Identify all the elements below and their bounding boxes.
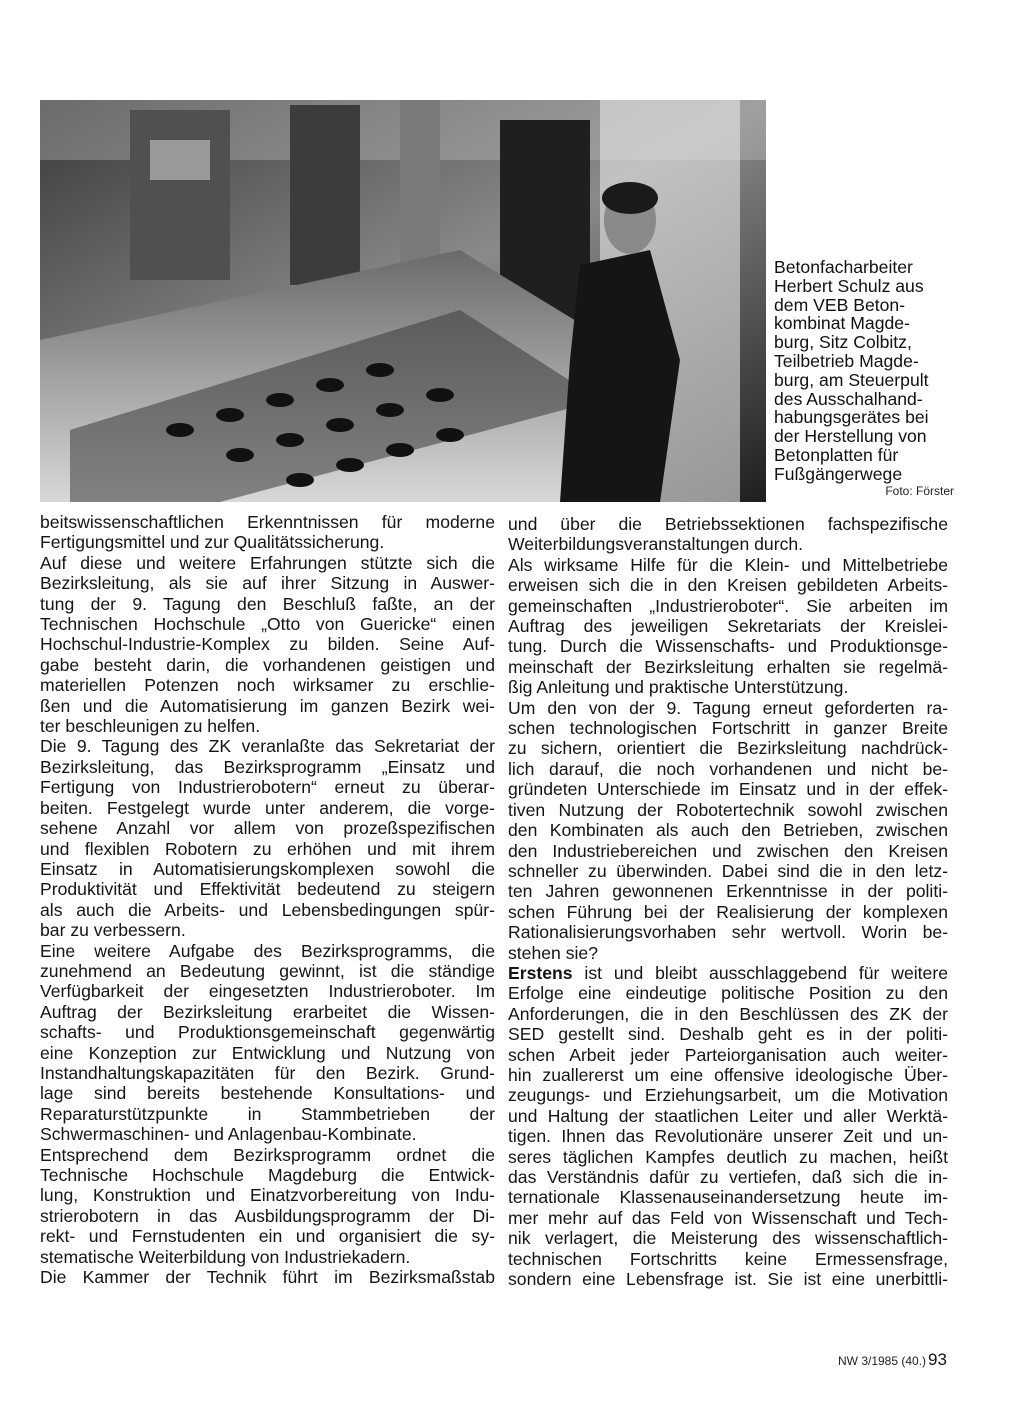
- text-line: schafts- und Produktionsgemeinschaft gegenwärtig: [40, 1022, 495, 1043]
- text-line: strierobotern in das Ausbildungsprogramm der Di-: [40, 1205, 495, 1226]
- text-line: beiten. Festgelegt wurde unter anderem, die vorge-: [40, 797, 495, 818]
- text-line: Eine weitere Aufgabe des Bezirksprogramms, die: [40, 940, 495, 961]
- text-line: hin zuallererst um eine offensive ideologische Über-: [508, 1064, 948, 1085]
- text-line: Hochschul-Industrie-Komplex zu bilden. Seine Auf-: [40, 634, 495, 655]
- text-line: Um den von der 9. Tagung erneut geforderten ra-: [508, 697, 948, 718]
- text-line: Entsprechend dem Bezirksprogramm ordnet die: [40, 1144, 495, 1165]
- text-line: beitswissenschaftlichen Erkenntnissen für moderne: [40, 512, 495, 532]
- text-line: tigen. Ihnen das Revolutionäre unserer Zeit und un-: [508, 1126, 948, 1147]
- text-line: Die 9. Tagung des ZK veranlaßte das Sekretariat der: [40, 736, 495, 757]
- text-line: Instandhaltungskapazitäten für den Bezirk. Grund-: [40, 1062, 495, 1083]
- text-line: Bezirksleitung, als sie auf ihrer Sitzung in Auswer-: [40, 573, 495, 594]
- issue-reference: NW 3/1985 (40.): [838, 1354, 927, 1368]
- text-line: sondern eine Lebensfrage ist. Sie ist eine unerbittli-: [508, 1269, 948, 1290]
- text-line: Auftrag der Bezirksleitung erarbeitet die Wissen-: [40, 1001, 495, 1022]
- lead-rest: ist und bleibt ausschlaggebend für weitere: [572, 962, 948, 983]
- left-column: [40, 512, 495, 1287]
- caption-line: des Ausschalhand-: [774, 388, 923, 409]
- text-line: tiven Nutzung der Robotertechnik sowohl zwischen: [508, 799, 948, 820]
- page-number: 93: [928, 1350, 947, 1369]
- lead-word: Erstens: [508, 962, 573, 983]
- text-line: Technischen Hochschule „Otto von Guericke“ einen: [40, 614, 495, 635]
- photo-caption: [774, 258, 954, 484]
- text-line: Rationalisierungsvorhaben sehr wertvoll. Worin be-: [508, 922, 948, 943]
- text-line: eine Konzeption zur Entwicklung und Nutzung von: [40, 1042, 495, 1063]
- caption-line: Betonplatten für: [774, 444, 899, 465]
- caption-line: Teilbetrieb Magde-: [774, 350, 919, 371]
- text-line: schen technologischen Fortschritt in ganzer Breite: [508, 718, 948, 739]
- text-line: ternationale Klassenauseinandersetzung heute im-: [508, 1187, 948, 1208]
- text-line: schen Führung bei der Realisierung der komplexen: [508, 901, 948, 922]
- text-line: Verfügbarkeit der eingesetzten Industrieroboter. Im: [40, 981, 495, 1002]
- text-line: nik verlagert, die Meisterung des wissenschaftlich-: [508, 1228, 948, 1249]
- text-line: als auch die Arbeits- und Lebensbedingungen spür-: [40, 899, 495, 920]
- right-column: [508, 514, 948, 1289]
- photo-credit: Foto: Förster: [885, 484, 954, 498]
- text-line: Auftrag des jeweiligen Sekretariats der Kreislei-: [508, 616, 948, 637]
- caption-line: kombinat Magde-: [774, 313, 910, 334]
- text-line: gründeten Unterschiede im Einsatz und in der effek-: [508, 779, 948, 800]
- text-line: mer mehr auf das Feld von Wissenschaft und Tech-: [508, 1207, 948, 1228]
- text-line: ten Jahren gewonnenen Erkenntnisse in der politi-: [508, 881, 948, 902]
- text-line: Fertigungsmittel und zur Qualitätssicherung.: [40, 532, 385, 553]
- article-photo: [40, 100, 766, 502]
- text-line: stehen sie?: [508, 942, 598, 963]
- text-line: Reparaturstützpunkte in Stammbetrieben der: [40, 1103, 495, 1124]
- text-line: lich darauf, die noch vorhandenen und nicht be-: [508, 758, 948, 779]
- caption-line: habungsgerätes bei: [774, 407, 929, 428]
- caption-line: Fußgängerwege: [774, 463, 903, 484]
- text-line: ßen und die Automatisierung im ganzen Bezirk wei-: [40, 695, 495, 716]
- text-line: lage sind bereits bestehende Konsultations- und: [40, 1083, 495, 1104]
- text-line: Schwermaschinen- und Anlagenbau-Kombinate.: [40, 1124, 417, 1145]
- text-line: SED gestellt sind. Deshalb geht es in der politi-: [508, 1024, 948, 1045]
- text-line: Auf diese und weitere Erfahrungen stützte sich die: [40, 552, 495, 573]
- text-line: tung der 9. Tagung den Beschluß faßte, an der: [40, 593, 495, 614]
- text-line: zunehmend an Bedeutung gewinnt, ist die ständige: [40, 960, 495, 981]
- text-line: und Haltung der staatlichen Leiter und aller Werktä-: [508, 1105, 948, 1126]
- caption-line: burg, am Steuerpult: [774, 369, 929, 390]
- text-line: gemeinschaften „Industrieroboter“. Sie arbeiten im: [508, 595, 948, 616]
- text-line: rekt- und Fernstudenten ein und organisiert die sy-: [40, 1226, 495, 1247]
- text-line: den Industriebereichen und zwischen den Kreisen: [508, 840, 948, 861]
- text-line: Produktivität und Effektivität bedeutend zu steigern: [40, 879, 495, 900]
- text-line: zu sichern, orientiert die Bezirksleitung nachdrück-: [508, 738, 948, 759]
- text-line: materiellen Potenzen noch wirksamer zu erschlie-: [40, 675, 495, 696]
- text-line: Die Kammer der Technik führt im Bezirksmaßstab: [40, 1267, 495, 1288]
- text-line: Weiterbildungsveranstaltungen durch.: [508, 534, 804, 555]
- caption-line: Herbert Schulz aus: [774, 275, 924, 296]
- text-line: Erfolge eine eindeutige politische Position zu den: [508, 983, 948, 1004]
- text-line: Anforderungen, die in den Beschlüssen des ZK der: [508, 1003, 948, 1024]
- caption-line: dem VEB Beton-: [774, 294, 906, 315]
- text-line: erweisen sich die in den Kreisen gebildeten Arbeits-: [508, 575, 948, 596]
- text-line: das Verständnis dafür zu vertiefen, daß sich die in-: [508, 1167, 948, 1187]
- text-line: meinschaft der Bezirksleitung erhalten sie regelmä-: [508, 656, 948, 677]
- text-line: ter beschleunigen zu helfen.: [40, 716, 261, 737]
- text-line: bar zu verbessern.: [40, 920, 186, 941]
- caption-line: Betonfacharbeiter: [774, 257, 913, 277]
- text-line: und flexiblen Robotern zu erhöhen und mit ihrem: [40, 838, 495, 859]
- industrial-photo-icon: [40, 100, 766, 502]
- text-line: schen Arbeit jeder Parteiorganisation auch weiter-: [508, 1044, 948, 1065]
- text-line: zeugungs- und Erziehungsarbeit, um die Motivation: [508, 1085, 948, 1106]
- text-line: Fertigung von Industrierobotern“ erneut zu überar-: [40, 777, 495, 798]
- text-line: Als wirksame Hilfe für die Klein- und Mittelbetriebe: [508, 554, 948, 575]
- text-line: sehene Anzahl vor allem von prozeßspezifischen: [40, 818, 495, 839]
- text-line: Technische Hochschule Magdeburg die Entwick-: [40, 1165, 495, 1185]
- text-line: ßig Anleitung und praktische Unterstützung.: [508, 677, 849, 698]
- text-line: und über die Betriebssektionen fachspezifische: [508, 514, 948, 534]
- text-line: Bezirksleitung, das Bezirksprogramm „Einsatz und: [40, 756, 495, 777]
- text-line: tung. Durch die Wissenschafts- und Produktionsge-: [508, 636, 948, 657]
- text-line: den Kombinaten als auch den Betrieben, zwischen: [508, 820, 948, 841]
- text-line-with-lead: [508, 963, 948, 983]
- text-line: lung, Konstruktion und Einatzvorbereitung von Indu-: [40, 1185, 495, 1206]
- text-line: technischen Fortschritts keine Ermessensfrage,: [508, 1248, 948, 1269]
- text-line: seres täglichen Kampfes deutlich zu machen, heißt: [508, 1146, 948, 1167]
- text-line: schneller zu überwinden. Dabei sind die in den letz-: [508, 860, 948, 881]
- text-line: gabe besteht darin, die vorhandenen geistigen und: [40, 654, 495, 675]
- text-line: stematische Weiterbildung von Industriekadern.: [40, 1246, 411, 1267]
- caption-line: burg, Sitz Colbitz,: [774, 332, 912, 353]
- text-line: Einsatz in Automatisierungskomplexen sowohl die: [40, 858, 495, 879]
- caption-line: der Herstellung von: [774, 426, 927, 447]
